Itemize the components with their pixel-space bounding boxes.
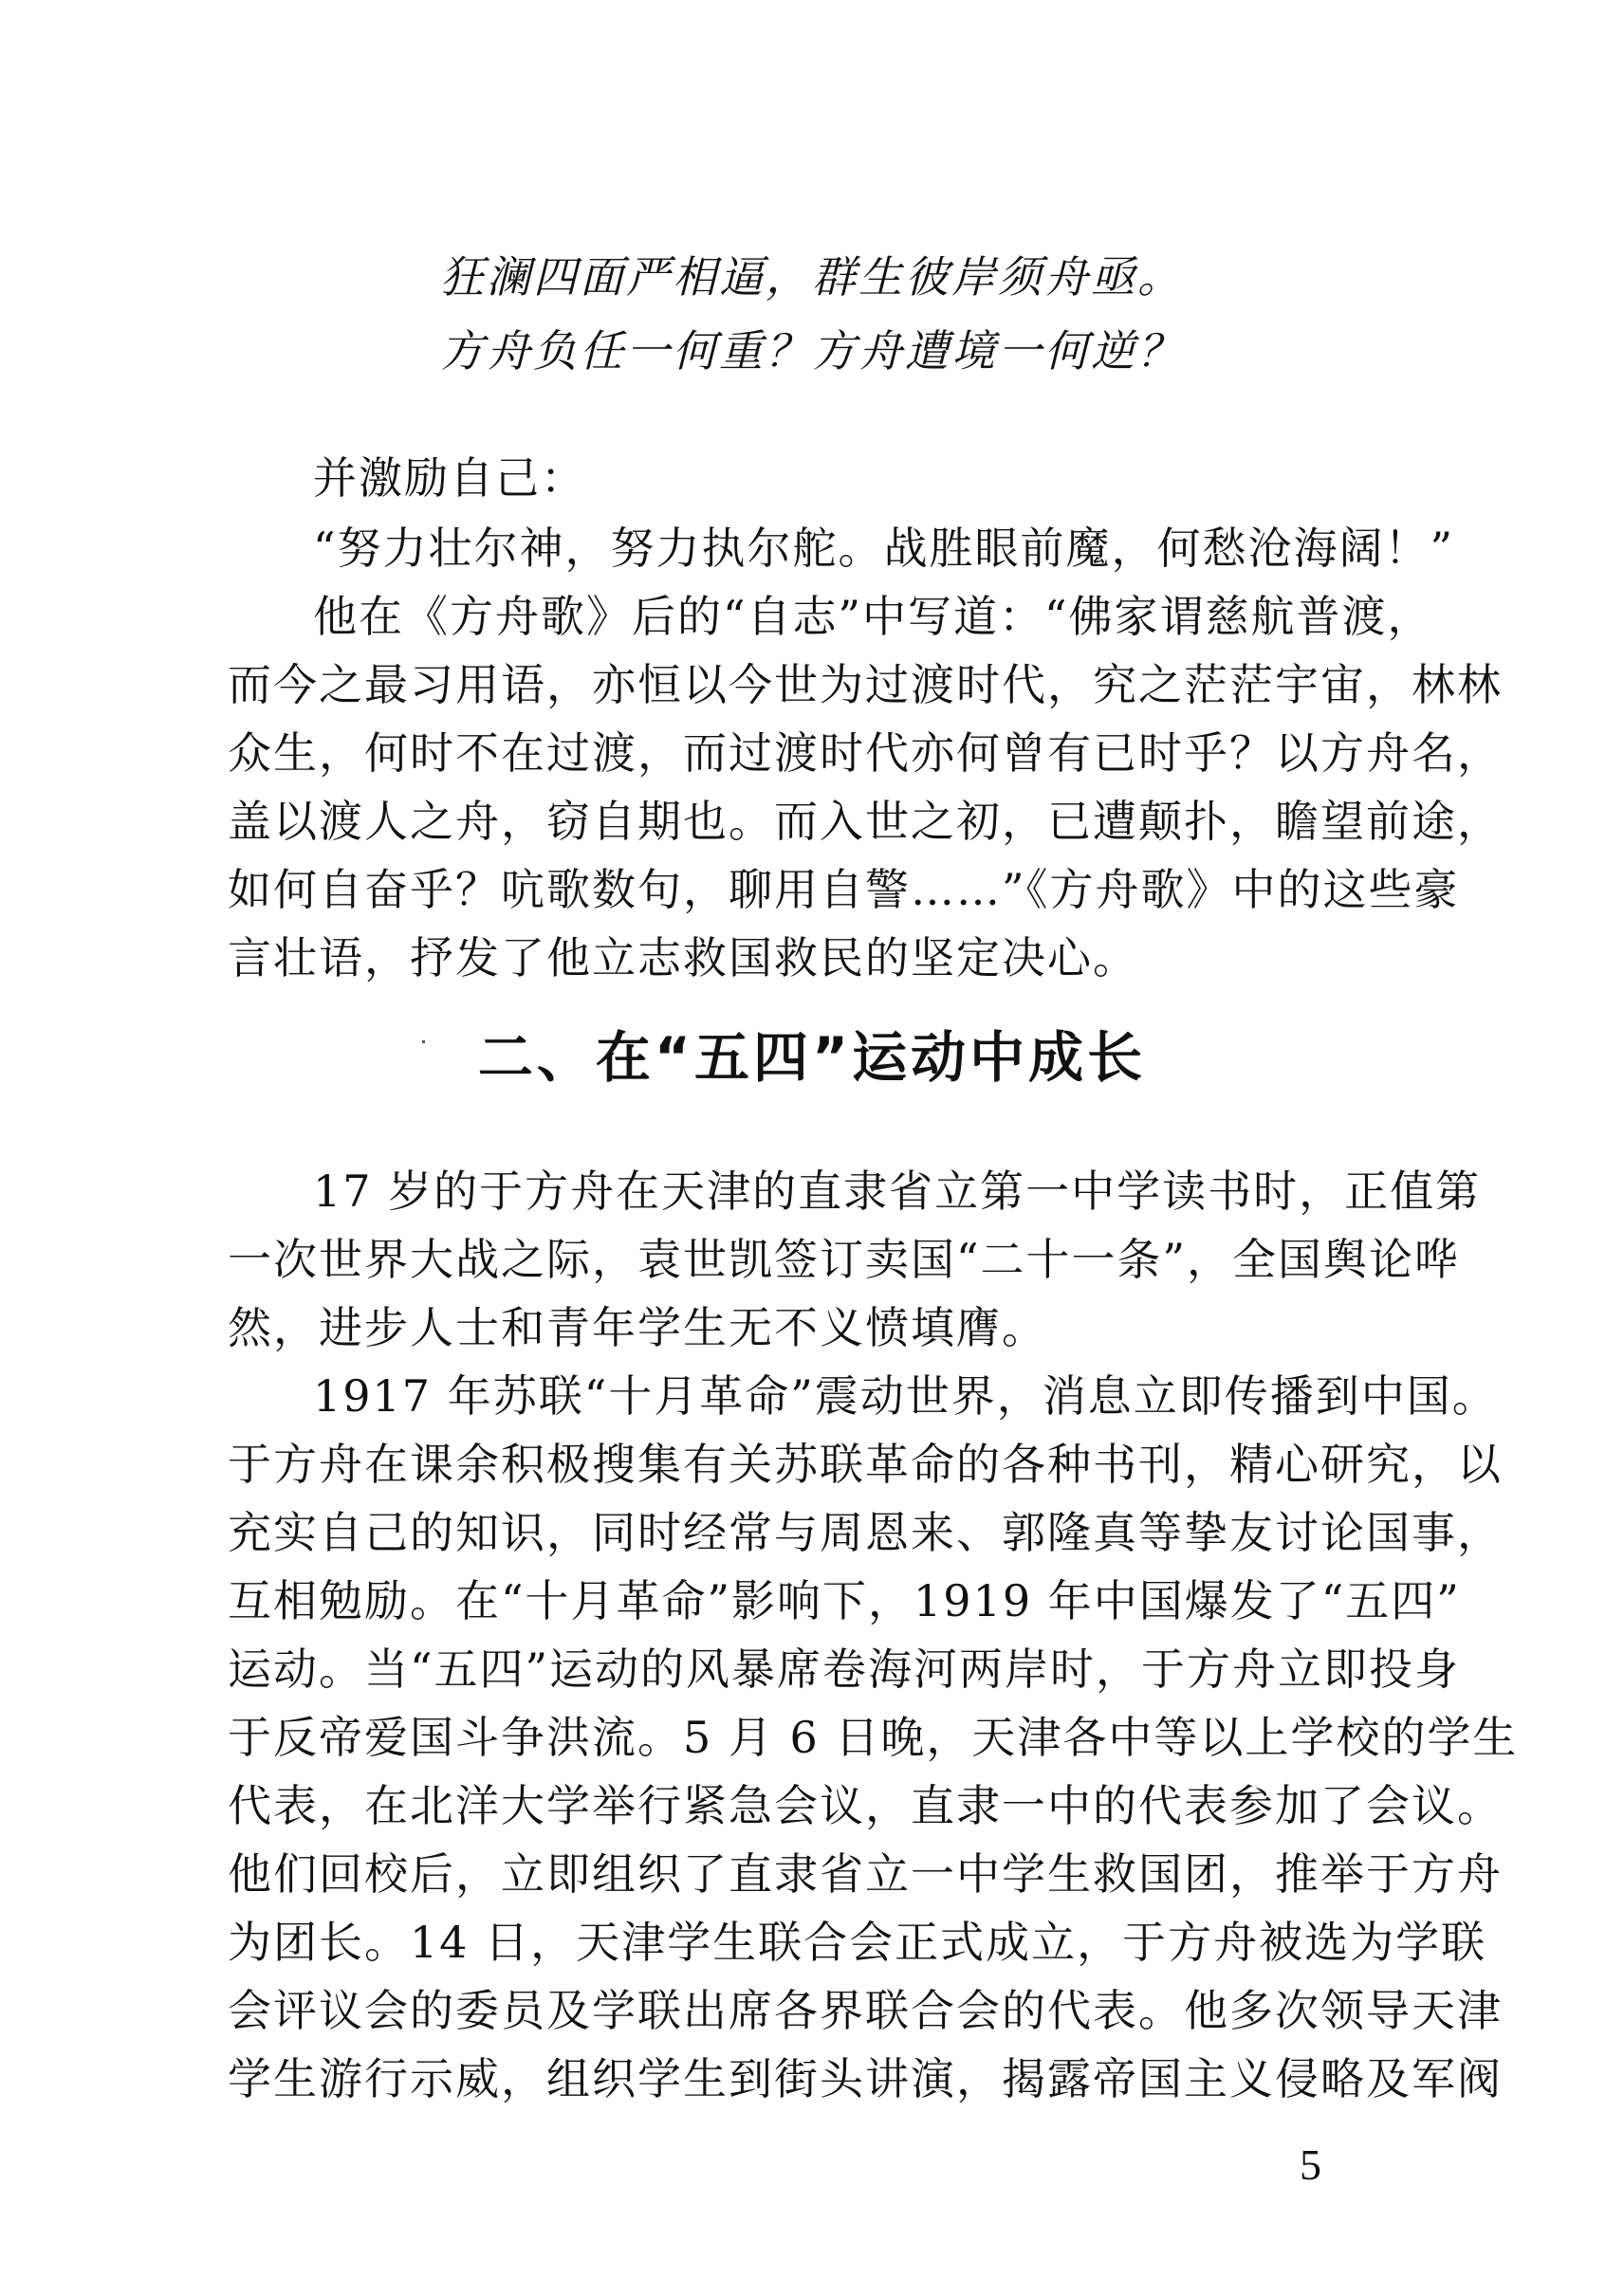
paragraph3-line-2: 于方舟在课余积极搜集有关苏联革命的各种书刊，精心研究，以: [228, 1439, 1503, 1490]
quote-line: “努力壮尔神，努力执尔舵。战胜眼前魔，何愁沧海阔！”: [313, 523, 1455, 574]
paragraph1-line-1: 他在《方舟歌》后的“自志”中写道：“佛家谓慈航普渡，: [313, 591, 1433, 642]
paragraph1-line-5: 如何自奋乎？吭歌数句，聊用自警……”《方舟歌》中的这些豪: [228, 864, 1460, 915]
paragraph3-line-5: 运动。当“五四”运动的风暴席卷海河两岸时，于方舟立即投身: [228, 1644, 1461, 1695]
paragraph1-line-3: 众生，何时不在过渡，而过渡时代亦何曾有已时乎？以方舟名，: [228, 727, 1503, 779]
paragraph1-line-2: 而今之最习用语，亦恒以今世为过渡时代，究之茫茫宇宙，林林: [228, 659, 1503, 710]
paragraph3-line-1: 1917 年苏联“十月革命”震动世界，消息立即传播到中国。: [313, 1370, 1498, 1422]
page-number: 5: [1300, 2140, 1321, 2189]
paragraph3-line-11: 学生游行示威，组织学生到街头讲演，揭露帝国主义侵略及军阀: [228, 2053, 1503, 2104]
paragraph2-line-2: 一次世界大战之际，袁世凯签订卖国“二十一条”，全国舆论哗: [228, 1234, 1461, 1285]
poem-line-1: 狂澜四面严相逼，群生彼岸须舟亟。: [440, 251, 1184, 303]
paragraph1-line-6: 言壮语，抒发了他立志救国救民的坚定决心。: [228, 932, 1138, 983]
intro-line-1: 并激励自己：: [313, 452, 586, 504]
section-heading: 二、在“五四”运动中成长: [477, 1025, 1147, 1090]
paragraph3-line-3: 充实自己的知识，同时经常与周恩来、郭隆真等挚友讨论国事，: [228, 1507, 1503, 1558]
poem-line-2: 方舟负任一何重？方舟遭境一何逆？: [440, 325, 1184, 377]
paragraph3-line-6: 于反帝爱国斗争洪流。5 月 6 日晚，天津各中等以上学校的学生: [228, 1712, 1519, 1763]
paragraph1-line-4: 盖以渡人之舟，窃自期也。而入世之初，已遭颠扑，瞻望前途，: [228, 796, 1503, 847]
paragraph3-line-7: 代表，在北洋大学举行紧急会议，直隶一中的代表参加了会议。: [228, 1780, 1503, 1831]
paragraph2-line-3: 然，进步人士和青年学生无不义愤填膺。: [228, 1302, 1047, 1353]
paragraph3-line-8: 他们回校后，立即组织了直隶省立一中学生救国团，推举于方舟: [228, 1848, 1503, 1900]
paragraph3-line-4: 互相勉励。在“十月革命”影响下，1919 年中国爆发了“五四”: [228, 1575, 1461, 1626]
paragraph3-line-9: 为团长。14 日，天津学生联合会正式成立，于方舟被选为学联: [228, 1917, 1487, 1968]
paragraph2-line-1: 17 岁的于方舟在天津的直隶省立第一中学读书时，正值第: [313, 1166, 1482, 1217]
paragraph3-line-10: 会评议会的委员及学联出席各界联合会的代表。他多次领导天津: [228, 1985, 1503, 2036]
